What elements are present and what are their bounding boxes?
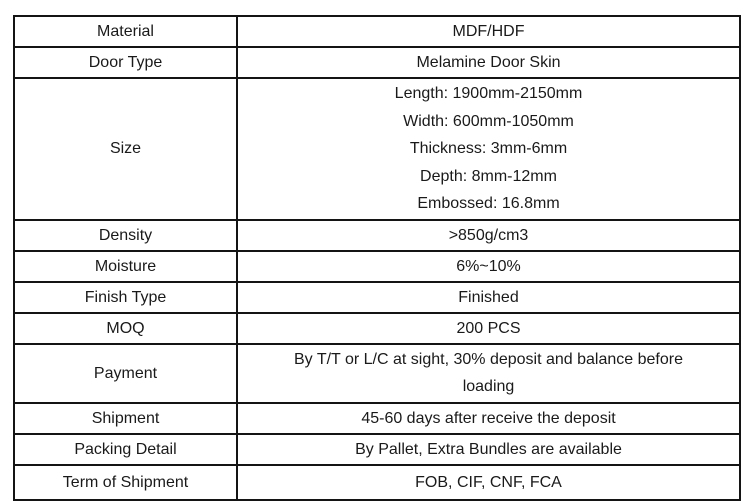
row-label: Door Type: [14, 47, 237, 78]
row-value: [237, 78, 740, 220]
size-line: Thickness: 3mm-6mm: [409, 140, 568, 157]
row-value: Melamine Door Skin: [237, 47, 740, 78]
table-row: [14, 220, 740, 251]
row-label: Density: [14, 220, 237, 251]
size-line: Length: 1900mm-2150mm: [394, 85, 583, 102]
row-label: Term of Shipment: [14, 465, 237, 500]
spec-table: [13, 15, 741, 501]
row-label: Size: [14, 78, 237, 220]
row-value: Finished: [237, 282, 740, 313]
table-row: [14, 313, 740, 344]
row-label: Payment: [14, 344, 237, 403]
table-row: [14, 282, 740, 313]
size-line: Embossed: 16.8mm: [417, 195, 560, 212]
row-label: Material: [14, 16, 237, 47]
table-row: [14, 251, 740, 282]
table-row: [14, 344, 740, 403]
table-row: [14, 78, 740, 220]
row-label: Packing Detail: [14, 434, 237, 465]
spec-table-container: [13, 15, 741, 501]
row-label: Shipment: [14, 403, 237, 434]
table-row: [14, 434, 740, 465]
row-label: Moisture: [14, 251, 237, 282]
row-value: [237, 344, 740, 403]
payment-line: By T/T or L/C at sight, 30% deposit and balance before: [294, 350, 683, 368]
table-row: [14, 403, 740, 434]
size-line: Width: 600mm-1050mm: [403, 112, 574, 130]
row-value: >850g/cm3: [237, 220, 740, 251]
size-line: Depth: 8mm-12mm: [420, 167, 557, 185]
row-value: 6%~10%: [237, 251, 740, 282]
row-value: MDF/HDF: [237, 16, 740, 47]
row-value: By Pallet, Extra Bundles are available: [237, 434, 740, 465]
table-row: [14, 47, 740, 78]
row-label: Finish Type: [14, 282, 237, 313]
row-value: 200 PCS: [237, 313, 740, 344]
row-label: MOQ: [14, 313, 237, 344]
row-value: 45-60 days after receive the deposit: [237, 403, 740, 434]
row-value: FOB, CIF, CNF, FCA: [237, 465, 740, 500]
table-row: [14, 465, 740, 500]
table-row: [14, 16, 740, 47]
payment-line: loading: [462, 378, 515, 395]
